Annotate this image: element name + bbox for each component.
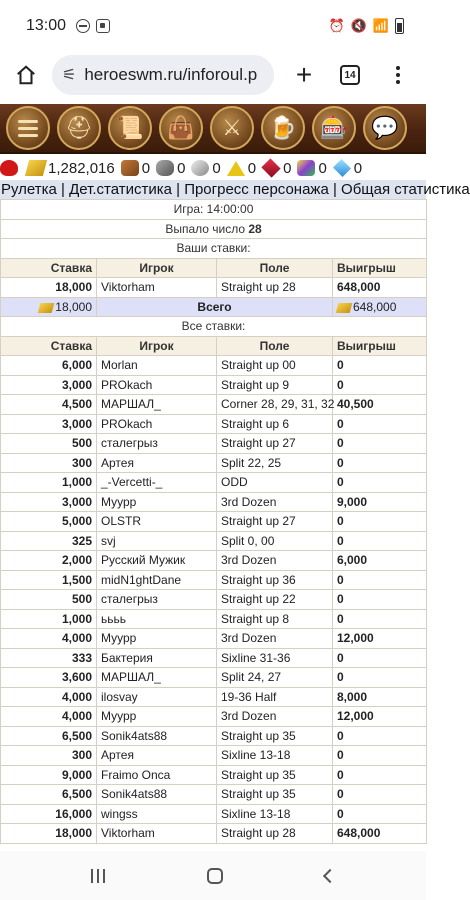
cell-field: Corner 28, 29, 31, 32 xyxy=(217,395,333,415)
link-roulette[interactable]: Рулетка xyxy=(1,181,57,198)
cell-player[interactable]: Morlan xyxy=(97,356,217,376)
cell-field: Straight up 35 xyxy=(217,785,333,805)
cell-field: Straight up 8 xyxy=(217,609,333,629)
all-bets-title: Все ставки: xyxy=(1,317,427,337)
cell-win: 0 xyxy=(333,785,427,805)
heart-icon xyxy=(0,160,18,176)
cell-win: 0 xyxy=(333,414,427,434)
gold-icon xyxy=(336,303,353,313)
cell-win: 648,000 xyxy=(333,824,427,844)
cell-win: 12,000 xyxy=(333,707,427,727)
table-row xyxy=(1,492,427,512)
table-row xyxy=(1,824,427,844)
table-row xyxy=(1,687,427,707)
do-not-disturb-icon xyxy=(76,19,90,33)
cell-bet: 4,000 xyxy=(1,687,97,707)
links-bar: Рулетка | Дет.статистика | Прогресс персонажа | Общая статистика xyxy=(1,181,470,198)
table-row xyxy=(1,570,427,590)
map-scroll-icon[interactable]: 📜 xyxy=(108,106,152,150)
table-row xyxy=(1,746,427,766)
cell-player[interactable]: PROkach xyxy=(97,375,217,395)
cell-field: Straight up 22 xyxy=(217,590,333,610)
mute-icon: 🔇 xyxy=(350,18,367,33)
bag-icon[interactable]: 👜 xyxy=(159,106,203,150)
table-row xyxy=(1,609,427,629)
cell-field: Sixline 13-18 xyxy=(217,746,333,766)
cell-player[interactable]: МАРШАЛ_ xyxy=(97,395,217,415)
cell-field: Straight up 36 xyxy=(217,570,333,590)
alarm-icon: ⏰ xyxy=(328,18,345,33)
cell-bet: 6,500 xyxy=(1,785,97,805)
cell-win: 9,000 xyxy=(333,492,427,512)
cell-bet: 1,000 xyxy=(1,473,97,493)
cell-bet: 2,000 xyxy=(1,551,97,571)
table-row xyxy=(1,414,427,434)
cell-win: 0 xyxy=(333,512,427,532)
crossed-swords-icon[interactable]: ⚔ xyxy=(210,106,254,150)
mercury-icon xyxy=(191,160,209,176)
table-row xyxy=(1,765,427,785)
table-row xyxy=(1,648,427,668)
tavern-mug-icon[interactable]: 🍺 xyxy=(261,106,305,150)
cell-player[interactable]: wingss xyxy=(97,804,217,824)
all-bets-body xyxy=(1,356,427,844)
home-icon xyxy=(15,64,37,86)
cell-player[interactable]: Муурр xyxy=(97,707,217,727)
cell-win: 0 xyxy=(333,531,427,551)
cell-win: 0 xyxy=(333,804,427,824)
cell-win: 6,000 xyxy=(333,551,427,571)
cell-win: 0 xyxy=(333,765,427,785)
tab-switcher-button[interactable] xyxy=(330,52,370,98)
cell-bet: 1,500 xyxy=(1,570,97,590)
cell-player[interactable]: Муурр xyxy=(97,629,217,649)
gems-icon xyxy=(297,160,315,176)
cell-field: Straight up 6 xyxy=(217,414,333,434)
gold-icon xyxy=(38,303,55,313)
cell-bet: 6,500 xyxy=(1,726,97,746)
table-row xyxy=(1,629,427,649)
table-row xyxy=(1,726,427,746)
cell-player[interactable]: Sonik4ats88 xyxy=(97,726,217,746)
cell-player[interactable]: Русский Мужик xyxy=(97,551,217,571)
cell-field: Straight up 27 xyxy=(217,434,333,454)
diamond-icon xyxy=(333,159,351,177)
cell-field: 3rd Dozen xyxy=(217,492,333,512)
cell-field: Straight up 9 xyxy=(217,375,333,395)
link-detailed-stats[interactable]: Дет.статистика xyxy=(69,181,172,198)
cell-field: Split 22, 25 xyxy=(217,453,333,473)
cell-field: Straight up 27 xyxy=(217,512,333,532)
chat-icon[interactable]: 💬 xyxy=(363,106,407,150)
cell-win: 0 xyxy=(333,434,427,454)
cell-player[interactable]: Бактерия xyxy=(97,648,217,668)
tab-count: 14 xyxy=(340,65,360,85)
cell-player[interactable]: Артея xyxy=(97,746,217,766)
cell-win: 40,500 xyxy=(333,395,427,415)
cell-win: 0 xyxy=(333,590,427,610)
wood-icon xyxy=(121,160,139,176)
resource-mercury: 0 xyxy=(191,160,220,177)
cell-win: 0 xyxy=(333,726,427,746)
address-bar[interactable] xyxy=(52,55,274,95)
cell-field: ODD xyxy=(217,473,333,493)
table-row xyxy=(1,531,427,551)
cell-field: Straight up 35 xyxy=(217,765,333,785)
cell-bet: 500 xyxy=(1,590,97,610)
game-time: Игра: 14:00:00 xyxy=(1,200,427,220)
wifi-icon: 📶 xyxy=(372,18,389,33)
cell-bet: 5,000 xyxy=(1,512,97,532)
cell-bet: 4,500 xyxy=(1,395,97,415)
home-button[interactable] xyxy=(0,52,52,98)
cell-field: Split 0, 00 xyxy=(217,531,333,551)
game-menu xyxy=(0,104,426,154)
cell-bet: 300 xyxy=(1,453,97,473)
cell-field: Straight up 00 xyxy=(217,356,333,376)
cell-player[interactable]: Муурр xyxy=(97,492,217,512)
table-row xyxy=(1,356,427,376)
result-number: 28 xyxy=(248,221,262,236)
cell-win: 0 xyxy=(333,570,427,590)
link-general-stats[interactable]: Общая статистика xyxy=(341,181,470,198)
table-row xyxy=(1,395,427,415)
ore-icon xyxy=(156,160,174,176)
resource-bar xyxy=(0,156,426,180)
cell-win: 0 xyxy=(333,375,427,395)
cell-win: 0 xyxy=(333,648,427,668)
status-bar xyxy=(0,0,426,52)
cell-win: 0 xyxy=(333,746,427,766)
cell-bet: 9,000 xyxy=(1,765,97,785)
cell-bet: 3,000 xyxy=(1,414,97,434)
cell-bet: 18,000 xyxy=(1,824,97,844)
cell-bet: 3,600 xyxy=(1,668,97,688)
cell-bet: 6,000 xyxy=(1,356,97,376)
cell-player[interactable]: сталегрыз xyxy=(97,434,217,454)
resource-diamonds: 0 xyxy=(333,160,362,177)
cell-bet: 16,000 xyxy=(1,804,97,824)
cell-field: Split 24, 27 xyxy=(217,668,333,688)
cell-player[interactable]: ilosvay xyxy=(97,687,217,707)
table-row: 18,000 Viktorham Straight up 28 648,000 xyxy=(1,278,427,298)
cell-player[interactable]: Артея xyxy=(97,453,217,473)
table-row xyxy=(1,707,427,727)
new-tab-button[interactable]: + xyxy=(295,59,313,90)
game-result: Выпало число 28 xyxy=(1,219,427,239)
cell-player[interactable]: midN1ghtDane xyxy=(97,570,217,590)
resource-gems: 0 xyxy=(297,160,326,177)
cell-field: 19-36 Half xyxy=(217,687,333,707)
table-row xyxy=(1,434,427,454)
table-row xyxy=(1,590,427,610)
cell-win: 8,000 xyxy=(333,687,427,707)
cell-player[interactable]: _-Vercetti-_ xyxy=(97,473,217,493)
table-row xyxy=(1,551,427,571)
cell-field: 3rd Dozen xyxy=(217,707,333,727)
table-row xyxy=(1,375,427,395)
battery-icon xyxy=(395,18,404,34)
link-character-progress[interactable]: Прогресс персонажа xyxy=(184,181,329,198)
site-settings-icon[interactable]: ⚟ xyxy=(62,67,77,84)
cell-player[interactable]: МАРШАЛ_ xyxy=(97,668,217,688)
cell-field: Straight up 35 xyxy=(217,726,333,746)
table-row xyxy=(1,512,427,532)
cell-bet: 325 xyxy=(1,531,97,551)
cell-field: Sixline 31-36 xyxy=(217,648,333,668)
system-nav-bar xyxy=(0,851,426,900)
cell-player[interactable]: PROkach xyxy=(97,414,217,434)
your-bets-title: Ваши ставки: xyxy=(1,239,427,259)
cell-field: Sixline 13-18 xyxy=(217,804,333,824)
cell-bet: 3,000 xyxy=(1,375,97,395)
cell-bet: 1,000 xyxy=(1,609,97,629)
table-row xyxy=(1,804,427,824)
cell-win: 0 xyxy=(333,668,427,688)
your-bets-header: Ставка Игрок Поле Выигрыш xyxy=(1,258,427,278)
table-row xyxy=(1,453,427,473)
roulette-results xyxy=(0,199,426,851)
cell-player[interactable]: Sonik4ats88 xyxy=(97,785,217,805)
notification-icon xyxy=(96,19,110,33)
cell-bet: 4,000 xyxy=(1,707,97,727)
main-menu-button[interactable] xyxy=(6,106,50,150)
system-home-button[interactable] xyxy=(207,868,223,884)
cell-bet: 500 xyxy=(1,434,97,454)
resource-wood: 0 xyxy=(121,160,150,177)
crystal-icon xyxy=(261,158,280,177)
roulette-icon[interactable]: 🎰 xyxy=(312,106,356,150)
sulfur-icon xyxy=(227,161,245,176)
cell-bet: 300 xyxy=(1,746,97,766)
status-time: 13:00 xyxy=(26,17,67,34)
gold-icon xyxy=(25,160,47,176)
cell-player[interactable]: OLSTR xyxy=(97,512,217,532)
resource-ore: 0 xyxy=(156,160,185,177)
cell-player[interactable]: ьььь xyxy=(97,609,217,629)
cell-win: 0 xyxy=(333,609,427,629)
results-table xyxy=(0,199,427,844)
cell-bet: 4,000 xyxy=(1,629,97,649)
table-row xyxy=(1,668,427,688)
table-row xyxy=(1,473,427,493)
cell-player[interactable]: svj xyxy=(97,531,217,551)
cell-field: 3rd Dozen xyxy=(217,551,333,571)
resource-gold: 1,282,016 xyxy=(27,160,115,177)
cell-win: 0 xyxy=(333,356,427,376)
cell-win: 12,000 xyxy=(333,629,427,649)
browser-toolbar xyxy=(0,52,426,98)
cell-field: 3rd Dozen xyxy=(217,629,333,649)
url-text: heroeswm.ru/inforoul.p xyxy=(84,65,258,84)
knight-helmet-icon[interactable]: ⛑ xyxy=(57,106,101,150)
resource-health xyxy=(0,160,21,176)
resource-sulfur: 0 xyxy=(227,160,256,177)
back-button[interactable] xyxy=(323,868,337,882)
table-row xyxy=(1,785,427,805)
recent-apps-button[interactable] xyxy=(91,869,105,883)
cell-player[interactable]: Viktorham xyxy=(97,824,217,844)
cell-bet: 3,000 xyxy=(1,492,97,512)
cell-bet: 333 xyxy=(1,648,97,668)
all-bets-header: Ставка Игрок Поле Выигрыш xyxy=(1,336,427,356)
cell-win: 0 xyxy=(333,453,427,473)
resource-crystal: 0 xyxy=(262,160,291,177)
cell-player[interactable]: сталегрыз xyxy=(97,590,217,610)
cell-player[interactable]: Fraimo Onca xyxy=(97,765,217,785)
your-bets-total: 18,000 Всего 648,000 xyxy=(1,297,427,317)
cell-win: 0 xyxy=(333,473,427,493)
cell-field: Straight up 28 xyxy=(217,824,333,844)
browser-menu-button[interactable] xyxy=(370,52,426,98)
